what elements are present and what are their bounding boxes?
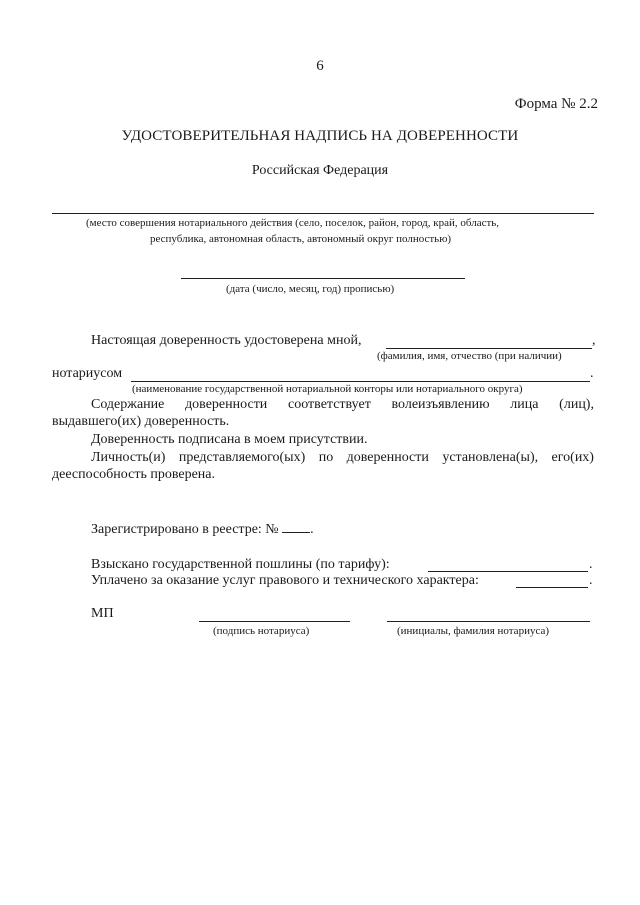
identity-word: его(их) (551, 450, 594, 465)
notary-initials-line (387, 621, 590, 622)
identity-statement-line2: дееспособность проверена. (52, 467, 216, 482)
state-duty-label: Взыскано государственной пошлины (по тарифу): (91, 557, 390, 572)
services-line (516, 587, 588, 588)
notary-initials-caption: (инициалы, фамилия нотариуса) (397, 625, 550, 637)
signature-caption: (подпись нотариуса) (213, 625, 310, 637)
identity-statement-line1 (91, 450, 594, 466)
content-word: (лиц), (559, 397, 594, 412)
content-word: соответствует (288, 397, 371, 412)
content-word: доверенности (185, 397, 268, 412)
place-caption-line1: (место совершения нотариального действия (село, поселок, район, город, край, область, (86, 217, 500, 229)
date-line (181, 278, 465, 279)
identity-word: установлена(ы), (442, 450, 539, 465)
certification-intro-comma: , (592, 333, 596, 348)
content-word: лица (510, 397, 539, 412)
content-statement-line2: выдавшего(их) доверенность. (52, 414, 230, 429)
identity-word: Личность(и) (91, 450, 166, 465)
content-word: волеизъявлению (391, 397, 490, 412)
registry-number-blank (282, 520, 310, 533)
content-word: Содержание (91, 397, 165, 412)
notary-office-line (131, 381, 590, 382)
document-title: УДОСТОВЕРИТЕЛЬНАЯ НАДПИСЬ НА ДОВЕРЕННОСТИ (121, 128, 519, 144)
notary-name-line (386, 348, 592, 349)
registry-dot: . (310, 522, 314, 537)
notary-office-caption: (наименование государственной нотариальной конторы или нотариального округа) (132, 383, 523, 395)
notary-office-dot: . (590, 366, 594, 381)
country-name: Российская Федерация (251, 163, 389, 178)
signature-line (199, 621, 350, 622)
identity-word: по (318, 450, 334, 465)
form-number: Форма № 2.2 (514, 96, 598, 112)
date-caption: (дата (число, месяц, год) прописью) (226, 283, 395, 295)
content-statement-line1 (91, 397, 594, 413)
page-number: 6 (316, 58, 324, 74)
notary-name-caption: (фамилия, имя, отчество (при наличии) (377, 350, 562, 362)
identity-word: доверенности (346, 450, 429, 465)
registry-line (91, 520, 314, 538)
registry-label: Зарегистрировано в реестре: № (91, 522, 279, 537)
identity-word: представляемого(ых) (178, 450, 306, 465)
services-label: Уплачено за оказание услуг правового и технического характера: (91, 573, 479, 588)
seal-label: МП (91, 606, 114, 621)
place-caption-line2: республика, автономная область, автономный округ полностью) (150, 233, 452, 245)
signed-statement: Доверенность подписана в моем присутствии. (91, 432, 368, 447)
notary-label: нотариусом (52, 366, 123, 381)
state-duty-line (428, 571, 588, 572)
services-dot: . (589, 573, 593, 588)
state-duty-dot: . (589, 557, 593, 572)
place-line (52, 213, 594, 214)
certification-intro: Настоящая доверенность удостоверена мной, (91, 333, 362, 348)
